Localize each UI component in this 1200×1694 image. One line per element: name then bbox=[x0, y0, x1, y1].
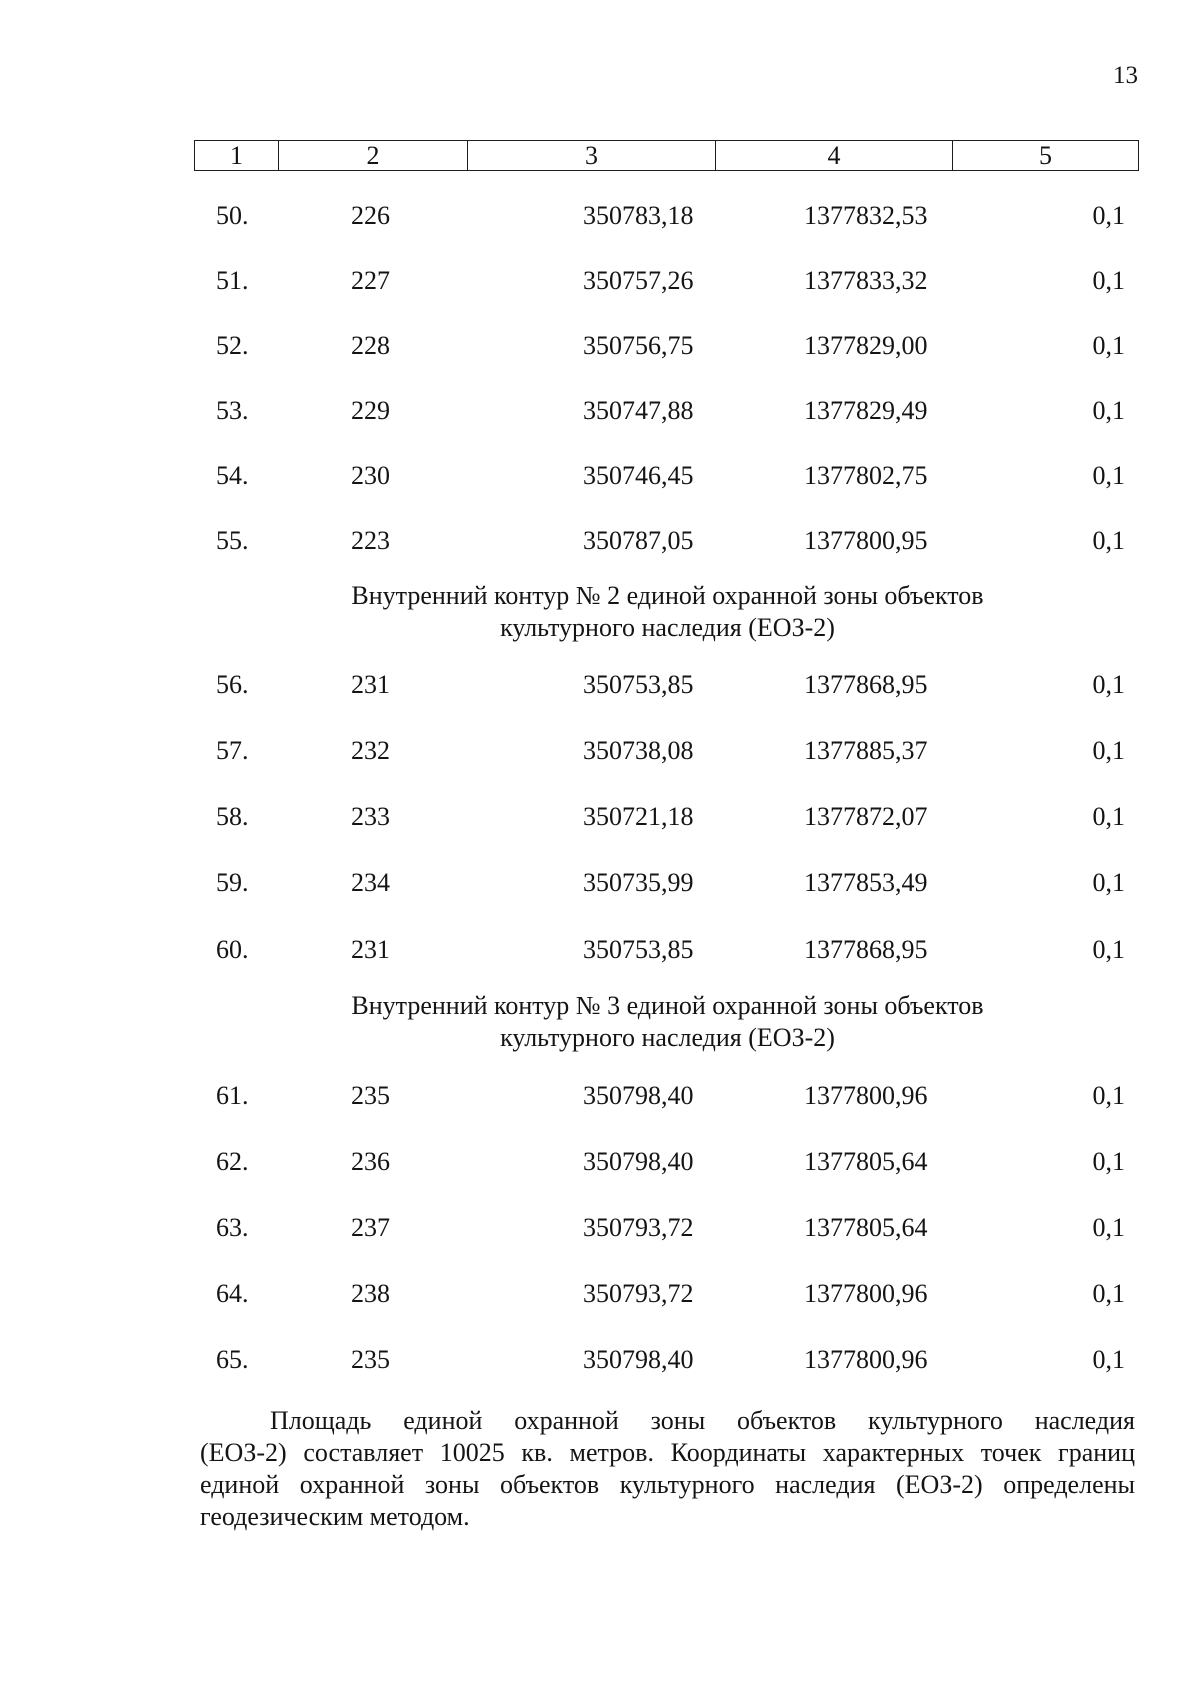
row-number: 62. bbox=[216, 1147, 249, 1176]
paragraph-line: единой охранной зоны объектов культурного наследия (ЕОЗ-2) определены bbox=[200, 1470, 1135, 1499]
point-id: 236 bbox=[351, 1147, 390, 1176]
point-id: 226 bbox=[351, 201, 390, 230]
coord-x: 350747,88 bbox=[583, 396, 694, 425]
error-value: 0,1 bbox=[1092, 935, 1125, 964]
row-number: 65. bbox=[216, 1345, 249, 1374]
header-col-2: 2 bbox=[279, 141, 468, 170]
header-col-5: 5 bbox=[1039, 140, 1052, 170]
coord-x: 350735,99 bbox=[583, 868, 694, 897]
coord-y: 1377885,37 bbox=[804, 736, 928, 765]
point-id: 231 bbox=[351, 670, 390, 699]
header-col-3: 3 bbox=[468, 141, 716, 170]
coord-x: 350798,40 bbox=[583, 1081, 694, 1110]
coord-y: 1377829,49 bbox=[804, 396, 928, 425]
error-value: 0,1 bbox=[1092, 1213, 1125, 1242]
paragraph-line: Площадь единой охранной зоны объектов культурного наследия bbox=[270, 1406, 1135, 1435]
coord-y: 1377833,32 bbox=[804, 266, 928, 295]
row-number: 63. bbox=[216, 1213, 249, 1242]
coord-x: 350783,18 bbox=[583, 201, 694, 230]
point-id: 229 bbox=[351, 396, 390, 425]
error-value: 0,1 bbox=[1092, 396, 1125, 425]
error-value: 0,1 bbox=[1092, 331, 1125, 360]
section-title-line: Внутренний контур № 2 единой охранной зоны объектов bbox=[351, 581, 984, 610]
row-number: 57. bbox=[216, 736, 249, 765]
row-number: 58. bbox=[216, 802, 249, 831]
coord-y: 1377800,96 bbox=[804, 1345, 928, 1374]
coord-x: 350721,18 bbox=[583, 802, 694, 831]
error-value: 0,1 bbox=[1092, 266, 1125, 295]
coord-x: 350753,85 bbox=[583, 670, 694, 699]
error-value: 0,1 bbox=[1092, 1081, 1125, 1110]
coord-y: 1377805,64 bbox=[804, 1213, 928, 1242]
coord-y: 1377872,07 bbox=[804, 802, 928, 831]
point-id: 223 bbox=[351, 526, 390, 555]
coord-y: 1377868,95 bbox=[804, 670, 928, 699]
point-id: 232 bbox=[351, 736, 390, 765]
coord-y: 1377829,00 bbox=[804, 331, 928, 360]
section-title-line: культурного наследия (ЕОЗ-2) bbox=[500, 613, 835, 642]
table-row bbox=[0, 266, 1200, 296]
point-id: 231 bbox=[351, 935, 390, 964]
point-id: 237 bbox=[351, 1213, 390, 1242]
coord-x: 350793,72 bbox=[583, 1279, 694, 1308]
row-number: 53. bbox=[216, 396, 249, 425]
row-number: 64. bbox=[216, 1279, 249, 1308]
point-id: 234 bbox=[351, 868, 390, 897]
table-row bbox=[0, 802, 1200, 832]
coord-x: 350787,05 bbox=[583, 526, 694, 555]
point-id: 238 bbox=[351, 1279, 390, 1308]
error-value: 0,1 bbox=[1092, 736, 1125, 765]
row-number: 61. bbox=[216, 1081, 249, 1110]
table-row bbox=[0, 670, 1200, 700]
paragraph-line: геодезическим методом. bbox=[200, 1502, 470, 1531]
coord-x: 350746,45 bbox=[583, 461, 694, 490]
table-row bbox=[0, 1147, 1200, 1177]
row-number: 54. bbox=[216, 461, 249, 490]
coord-x: 350738,08 bbox=[583, 736, 694, 765]
table-header bbox=[194, 140, 1139, 171]
error-value: 0,1 bbox=[1092, 868, 1125, 897]
coord-y: 1377800,95 bbox=[804, 526, 928, 555]
coord-y: 1377832,53 bbox=[804, 201, 928, 230]
error-value: 0,1 bbox=[1092, 1147, 1125, 1176]
table-row bbox=[0, 331, 1200, 361]
section-title-line: Внутренний контур № 3 единой охранной зоны объектов bbox=[351, 991, 984, 1020]
area-paragraph bbox=[200, 1405, 1135, 1533]
header-col-4: 4 bbox=[716, 141, 953, 170]
row-number: 59. bbox=[216, 868, 249, 897]
table-row bbox=[0, 935, 1200, 965]
row-number: 51. bbox=[216, 266, 249, 295]
row-number: 56. bbox=[216, 670, 249, 699]
error-value: 0,1 bbox=[1092, 526, 1125, 555]
section-title-contour-2 bbox=[200, 580, 1135, 644]
row-number: 50. bbox=[216, 201, 249, 230]
table-row bbox=[0, 201, 1200, 231]
coord-y: 1377800,96 bbox=[804, 1279, 928, 1308]
coord-x: 350798,40 bbox=[583, 1147, 694, 1176]
table-row bbox=[0, 526, 1200, 556]
point-id: 233 bbox=[351, 802, 390, 831]
section-title-contour-3 bbox=[200, 990, 1135, 1054]
point-id: 227 bbox=[351, 266, 390, 295]
error-value: 0,1 bbox=[1092, 802, 1125, 831]
error-value: 0,1 bbox=[1092, 1279, 1125, 1308]
coord-x: 350756,75 bbox=[583, 331, 694, 360]
table-row bbox=[0, 461, 1200, 491]
table-row bbox=[0, 396, 1200, 426]
page-number: 13 bbox=[1113, 62, 1138, 89]
table-row bbox=[0, 1345, 1200, 1375]
point-id: 228 bbox=[351, 331, 390, 360]
section-title-line: культурного наследия (ЕОЗ-2) bbox=[500, 1023, 835, 1052]
table-row bbox=[0, 1213, 1200, 1243]
coord-x: 350753,85 bbox=[583, 935, 694, 964]
table-row bbox=[0, 868, 1200, 898]
table-row bbox=[0, 1081, 1200, 1111]
error-value: 0,1 bbox=[1092, 201, 1125, 230]
row-number: 55. bbox=[216, 526, 249, 555]
error-value: 0,1 bbox=[1092, 461, 1125, 490]
coord-y: 1377800,96 bbox=[804, 1081, 928, 1110]
point-id: 230 bbox=[351, 461, 390, 490]
paragraph-line: (ЕОЗ-2) составляет 10025 кв. метров. Координаты характерных точек границ bbox=[200, 1438, 1135, 1467]
error-value: 0,1 bbox=[1092, 670, 1125, 699]
header-col-1: 1 bbox=[195, 141, 279, 170]
coord-x: 350798,40 bbox=[583, 1345, 694, 1374]
point-id: 235 bbox=[351, 1081, 390, 1110]
row-number: 60. bbox=[216, 935, 249, 964]
table-row bbox=[0, 736, 1200, 766]
error-value: 0,1 bbox=[1092, 1345, 1125, 1374]
coord-y: 1377853,49 bbox=[804, 868, 928, 897]
coord-y: 1377805,64 bbox=[804, 1147, 928, 1176]
row-number: 52. bbox=[216, 331, 249, 360]
coord-x: 350757,26 bbox=[583, 266, 694, 295]
coord-y: 1377802,75 bbox=[804, 461, 928, 490]
point-id: 235 bbox=[351, 1345, 390, 1374]
coord-x: 350793,72 bbox=[583, 1213, 694, 1242]
table-row bbox=[0, 1279, 1200, 1309]
coord-y: 1377868,95 bbox=[804, 935, 928, 964]
